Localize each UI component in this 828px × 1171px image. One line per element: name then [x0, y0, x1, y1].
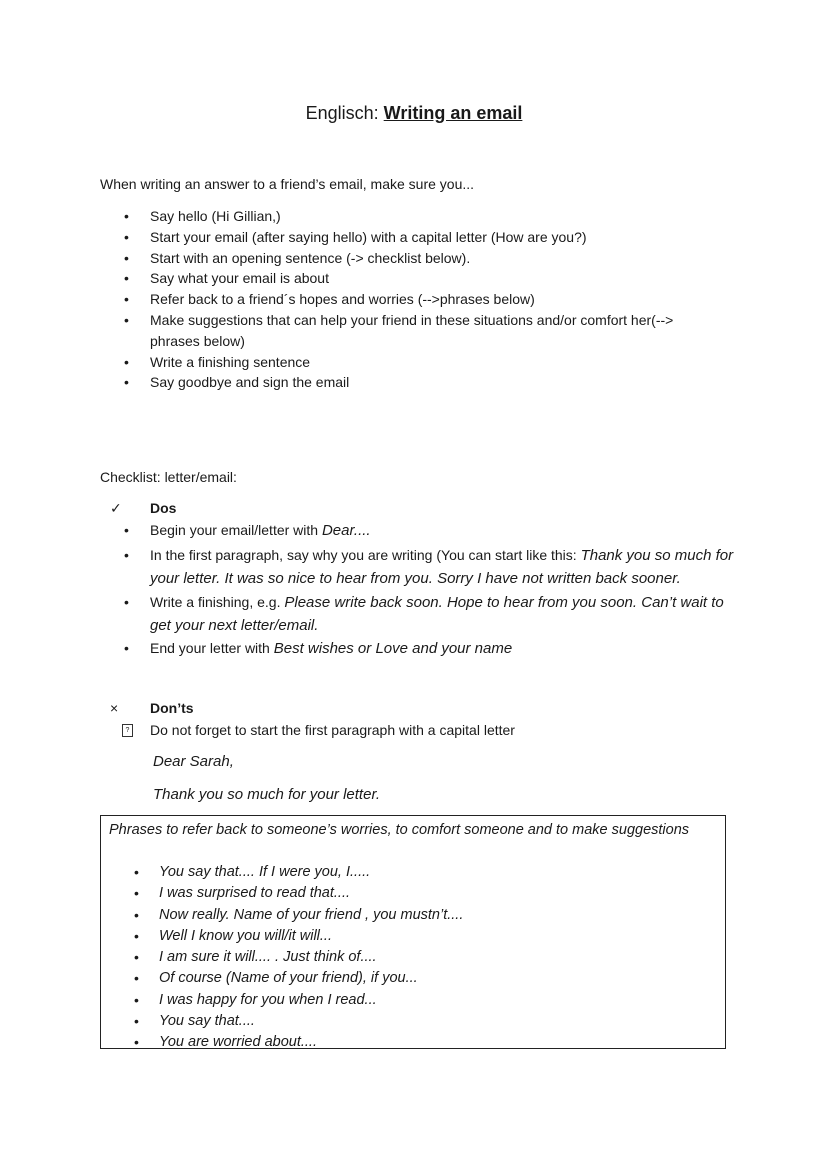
- list-item: • Start with an opening sentence (-> checklist below).: [100, 248, 700, 269]
- cross-icon: ×: [110, 700, 119, 716]
- phrases-box: [100, 815, 726, 1049]
- intro-text: When writing an answer to a friend’s email, make sure you...: [100, 176, 475, 192]
- list-item: • Write a finishing sentence: [100, 352, 700, 373]
- item-example: Thank you so much for your letter. It was so nice to hear from you. Sorry I have not written back sooner.: [150, 546, 734, 587]
- list-item: • Say what your email is about: [100, 268, 700, 289]
- list-item: • Now really. Name of your friend , you mustn’t....: [109, 905, 709, 926]
- example-opening: Thank you so much for your letter.: [153, 786, 381, 803]
- item-example: Best wishes or Love and your name: [273, 639, 513, 657]
- list-item: • I was surprised to read that....: [109, 883, 709, 904]
- list-item: • You say that.... If I were you, I.....: [109, 862, 709, 883]
- list-item: [100, 591, 740, 637]
- item-example: Dear....: [321, 522, 371, 539]
- dos-label: Dos: [150, 500, 177, 516]
- list-item: • You say that....: [109, 1011, 709, 1032]
- item-text: In the first paragraph, say why you are writing (You can start like this:: [150, 546, 581, 563]
- list-item: • You are worried about....: [109, 1032, 709, 1053]
- check-icon: ✓: [110, 500, 122, 516]
- list-item: • Well I know you will/it will...: [109, 926, 709, 947]
- list-item: • Make suggestions that can help your friend in these situations and/or comfort her(--> phrases below): [100, 310, 700, 352]
- list-item: • Refer back to a friend´s hopes and worries (-->phrases below): [100, 289, 700, 310]
- dos-list: [100, 520, 740, 661]
- list-item: • Say hello (Hi Gillian,): [100, 206, 700, 227]
- list-item: • Of course (Name of your friend), if you...: [109, 968, 709, 989]
- list-item: [100, 638, 740, 660]
- phrases-list: [109, 862, 709, 1054]
- list-item: • I was happy for you when I read...: [109, 990, 709, 1011]
- list-item: [100, 544, 740, 590]
- missing-glyph-icon: ?: [122, 724, 133, 737]
- page-title: [0, 101, 828, 125]
- list-item: • Start your email (after saying hello) with a capital letter (How are you?): [100, 227, 700, 248]
- item-text: Write a finishing, e.g.: [150, 593, 285, 610]
- list-item: • I am sure it will.... . Just think of....: [109, 947, 709, 968]
- list-item: • Say goodbye and sign the email: [100, 372, 700, 393]
- steps-list: [100, 206, 700, 393]
- example-salutation: Dear Sarah,: [153, 753, 234, 770]
- donts-item-text: Do not forget to start the first paragraph with a capital letter: [150, 722, 515, 738]
- item-text: Begin your email/letter with: [150, 522, 322, 538]
- donts-label: Don’ts: [150, 700, 194, 716]
- title-prefix: Englisch:: [305, 103, 384, 123]
- title-underlined: Writing an email: [383, 103, 523, 123]
- list-item: [100, 520, 740, 542]
- item-example: Please write back soon. Hope to hear from you soon. Can’t wait to get your next letter/email.: [150, 593, 724, 634]
- item-text: End your letter with: [150, 639, 274, 656]
- phrases-title: Phrases to refer back to someone’s worries, to comfort someone and to make suggestions: [109, 822, 690, 838]
- checklist-title: Checklist: letter/email:: [100, 469, 237, 485]
